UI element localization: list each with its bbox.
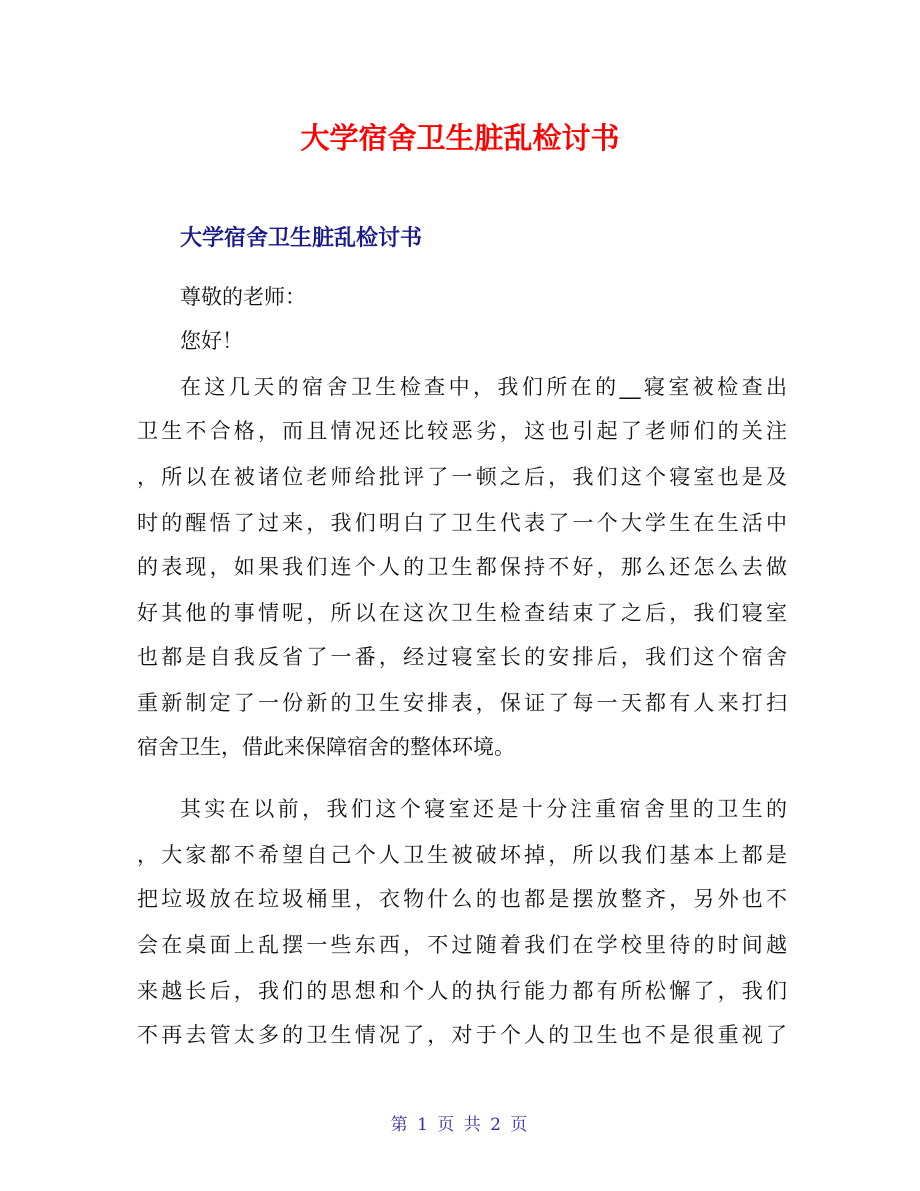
document-subtitle: 大学宿舍卫生脏乱检讨书 <box>180 226 423 251</box>
salutation: 尊敬的老师： <box>180 285 306 309</box>
paragraph-line: 会在桌面上乱摆一些东西，不过随着我们在学校里待的时间越 <box>137 933 787 957</box>
paragraph-line: 好其他的事情呢，所以在这次卫生检查结束了之后，我们寝室 <box>137 601 787 625</box>
paragraph-line: 卫生不合格，而且情况还比较恶劣，这也引起了老师们的关注 <box>137 419 787 443</box>
paragraph-line: 也都是自我反省了一番，经过寝室长的安排后，我们这个宿舍 <box>137 645 787 669</box>
paragraph-line: 宿舍卫生，借此来保障宿舍的整体环境。 <box>137 735 515 759</box>
page-footer: 第 1 页 共 2 页 <box>390 1115 530 1135</box>
paragraph-line: 的表现，如果我们连个人的卫生都保持不好，那么还怎么去做 <box>137 555 787 579</box>
paragraph-line: 把垃圾放在垃圾桶里，衣物什么的也都是摆放整齐，另外也不 <box>137 887 787 911</box>
paragraph-line: 时的醒悟了过来，我们明白了卫生代表了一个大学生在生活中 <box>137 511 787 535</box>
paragraph-line: ，大家都不希望自己个人卫生被破坏掉，所以我们基本上都是 <box>137 843 787 867</box>
document-title: 大学宿舍卫生脏乱检讨书 <box>300 121 620 155</box>
paragraph-line: ，所以在被诸位老师给批评了一顿之后，我们这个寝室也是及 <box>137 465 787 489</box>
paragraph-line: 在这几天的宿舍卫生检查中，我们所在的__寝室被检查出 <box>180 375 787 399</box>
paragraph-line: 重新制定了一份新的卫生安排表，保证了每一天都有人来打扫 <box>137 691 787 715</box>
paragraph-line: 其实在以前，我们这个寝室还是十分注重宿舍里的卫生的 <box>180 797 787 821</box>
paragraph-line: 来越长后，我们的思想和个人的执行能力都有所松懈了，我们 <box>137 979 787 1003</box>
greeting: 您好！ <box>180 329 243 353</box>
paragraph-line: 不再去管太多的卫生情况了，对于个人的卫生也不是很重视了 <box>137 1023 787 1047</box>
